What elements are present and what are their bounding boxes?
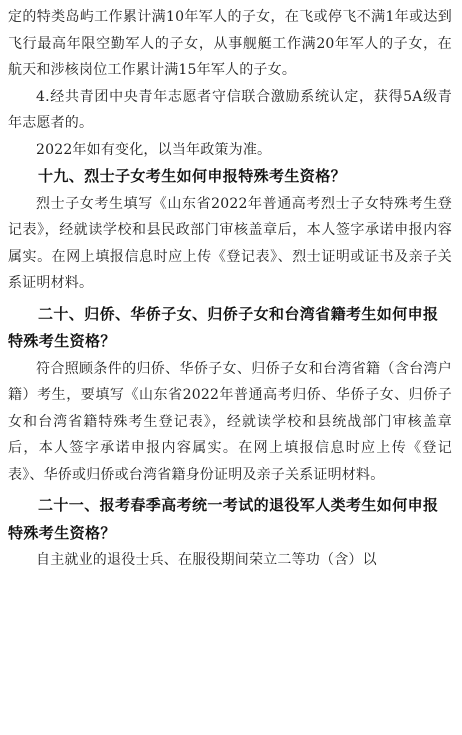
heading-section-20: 二十、归侨、华侨子女、归侨子女和台湾省籍考生如何申报特殊考生资格？ [8,304,439,350]
paragraph-policy-note: 2022年如有变化，以当年政策为准。 [36,141,272,158]
paragraph-military-children: 定的特类岛屿工作累计满10年军人的子女，在飞或停飞不满1年或达到飞行最高年限空勤军人的子女，从事舰艇工作满20年军人的子女，在航天和涉核岗位工作累计满15年军人的子女。 [8,9,452,78]
heading-section-19: 十九、烈士子女考生如何申报特殊考生资格？ [38,167,347,185]
paragraph-veterans: 自主就业的退役士兵、在服役期间荣立二等功（含）以 [36,552,377,568]
paragraph-overseas-chinese: 符合照顾条件的归侨、华侨子女、归侨子女和台湾省籍（含台湾户籍）考生，要填写《山东省2022年普通高考归侨、华侨子女、归侨子女和台湾省籍特殊考生登记表》，经就读学校和县统战部门审核盖章后，本人签字承诺申报内容属实。在网上填报信息时应上传《登记表》、华侨或归侨或台湾省籍身份证明及亲子关系证明材料。 [8,360,452,483]
paragraph-martyr-children: 烈士子女考生填写《山东省2022年普通高考烈士子女特殊考生登记表》，经就读学校和县民政部门审核盖章后，本人签字承诺申报内容属实。在网上填报信息时应上传《登记表》、烈士证明或证书及亲子关系证明材料。 [8,195,452,291]
paragraph-volunteer-5a: 4.经共青团中央青年志愿者守信联合激励系统认定，获得5A级青年志愿者的。 [8,88,452,131]
heading-section-21: 二十一、报考春季高考统一考试的退役军人类考生如何申报特殊考生资格？ [8,496,439,542]
